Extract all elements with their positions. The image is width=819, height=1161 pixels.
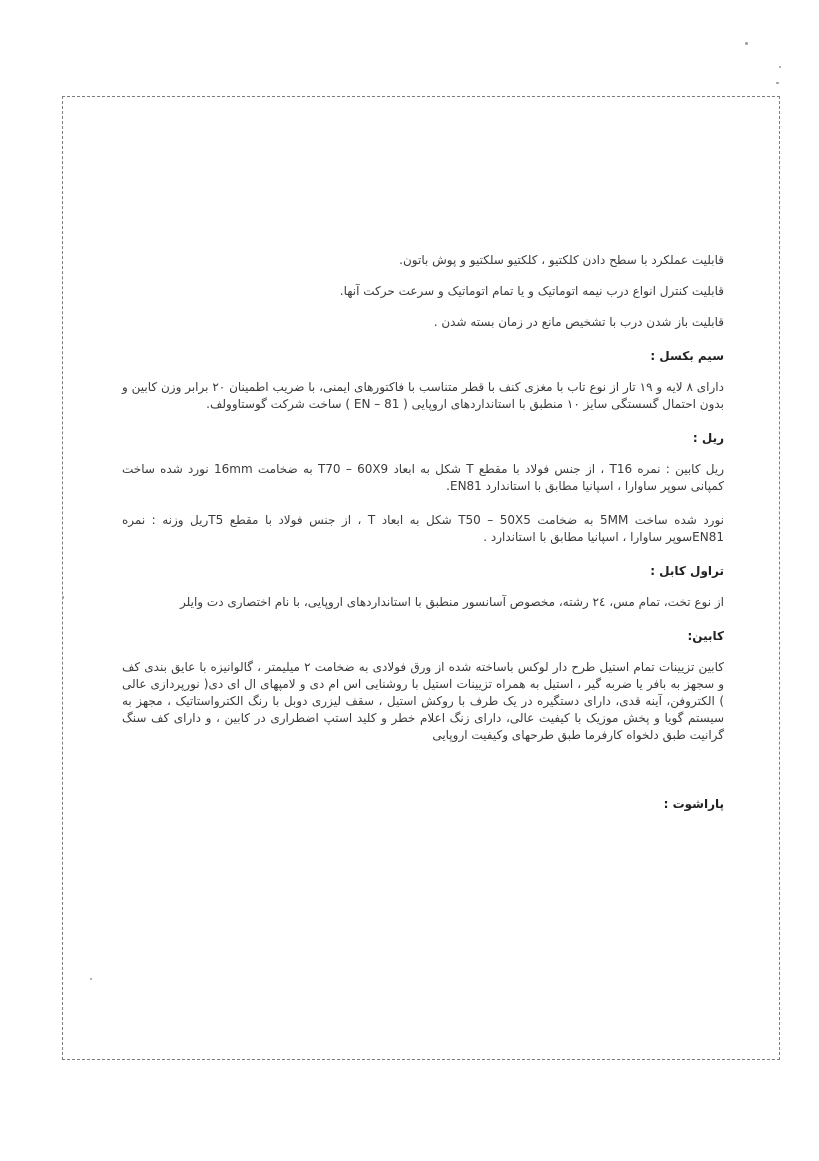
section-heading-wire-rope: سیم بکسل : — [650, 349, 724, 363]
section-heading-parachute: پاراشوت : — [663, 797, 724, 811]
wire-rope-paragraph: دارای ۸ لایه و ۱۹ تار از نوع تاب با مغزی کنف با قطر متناسب با فاکتورهای ایمنی، با ضریب اطمینان ۲۰ برابر وزن کابین و بدون احتمال گسستگی سایز ۱۰ منطبق با استانداردهای اروپایی ( EN – 81 ) ساخت شرکت گوستاوولف. — [122, 380, 724, 411]
section-heading-travel-cable: تراول کابل : — [650, 564, 724, 578]
feature-line-door-control: قابلیت کنترل انواع درب نیمه اتوماتیک و یا تمام اتوماتیک و سرعت حرکت آنها. — [339, 284, 724, 298]
document-body — [122, 252, 724, 813]
rail-counterweight-paragraph: نورد شده ساخت 5MM به ضخامت T50 – 50X5 شکل به ابعاد T ، از جنس فولاد با مقطع T5ریل وزنه : نمره EN81سوپر ساوارا ، اسپانیا مطابق با استاندارد . — [122, 513, 724, 544]
scan-speck — [745, 42, 748, 45]
travel-cable-paragraph: از نوع تخت، تمام مس، ۲٤ رشته، مخصوص آسانسور منطبق با استانداردهای اروپایی، با نام اختصاری دت وایلر — [180, 595, 724, 609]
feature-line-door-reopen: قابلیت باز شدن درب با تشخیص مانع در زمان بسته شدن . — [433, 315, 724, 329]
scan-speck — [776, 82, 779, 84]
scan-speck — [62, 596, 64, 599]
section-heading-rail: ریل : — [692, 431, 724, 445]
scan-speck — [90, 978, 92, 980]
rail-cabin-paragraph: ریل کابین : نمره T16 ، از جنس فولاد با مقطع T شکل به ابعاد T70 – 60X9 به ضخامت 16mm نورد شده ساخت کمپانی سوپر ساوارا ، اسپانیا مطابق با استاندارد EN81. — [122, 462, 725, 493]
scan-speck — [779, 66, 781, 68]
feature-line-collective: قابلیت عملکرد با سطح دادن کلکتیو ، کلکتیو سلکتیو و پوش باتون. — [399, 253, 724, 267]
cabin-paragraph: کابین تزیینات تمام استیل طرح دار لوکس باساخته شده از ورق فولادی به ضخامت ۲ میلیمتر ، گالوانیزه با عایق بندی کف و سجهز به بافر یا ضربه گیر ، استیل به همراه تزیینات استیل با روشنایی اس ام دی و لامپهای ال ای دی( نورپردازی عالی ) الکتروفن، آینه قدی، دارای دستگیره در یک طرف با روکش استیل ، سقف لیزری دوبل با رنگ الکترواستاتیک ، مجهز به سیستم گویا و پخش موزیک با کیفیت عالی، دارای زنگ اعلام خطر و کلید استپ اضطراری در کابین ، و دارای کف سنگ گرانیت طبق دلخواه کارفرما طبق طرحهای وکیفیت اروپایی — [122, 660, 724, 742]
section-heading-cabin: کابین: — [687, 629, 724, 643]
